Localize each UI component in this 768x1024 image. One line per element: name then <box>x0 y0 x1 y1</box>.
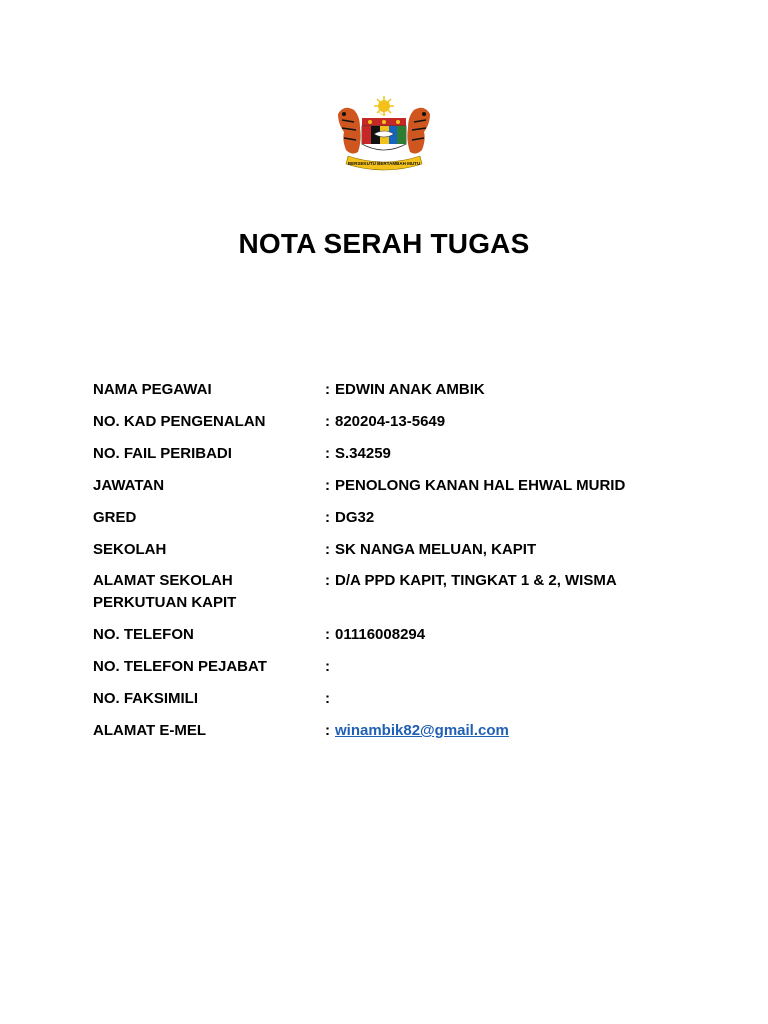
field-value: PENOLONG KANAN HAL EHWAL MURID <box>335 477 626 494</box>
field-value: D/A PPD KAPIT, TINGKAT 1 & 2, WISMA <box>335 572 617 589</box>
field-value: 820204-13-5649 <box>335 413 446 430</box>
field-label: NO. FAIL PERIBADI <box>93 445 232 462</box>
field-colon: : <box>325 413 330 430</box>
field-colon: : <box>325 381 330 398</box>
field-value: S.34259 <box>335 445 391 462</box>
field-colon: : <box>325 626 330 643</box>
email-link[interactable]: winambik82@gmail.com <box>335 722 509 739</box>
field-colon: : <box>325 690 330 707</box>
field-sekolah <box>93 539 713 561</box>
field-colon: : <box>325 477 330 494</box>
field-value: EDWIN ANAK AMBIK <box>335 381 485 398</box>
field-value: SK NANGA MELUAN, KAPIT <box>335 541 537 558</box>
field-jawatan <box>93 475 713 497</box>
field-colon: : <box>325 572 330 589</box>
coat-of-arms-icon <box>330 94 438 174</box>
field-label: NO. KAD PENGENALAN <box>93 413 266 430</box>
field-label: GRED <box>93 509 137 526</box>
field-faksimili <box>93 688 713 710</box>
field-value: 01116008294 <box>335 626 426 643</box>
field-colon: : <box>325 658 330 675</box>
field-kad-pengenalan <box>93 411 713 433</box>
field-nama-pegawai <box>93 379 713 401</box>
field-value: DG32 <box>335 509 375 526</box>
field-gred <box>93 507 713 529</box>
details-list <box>93 379 713 742</box>
page-title: NOTA SERAH TUGAS <box>238 228 530 259</box>
field-label: NAMA PEGAWAI <box>93 381 212 398</box>
field-label: NO. TELEFON PEJABAT <box>93 658 267 675</box>
field-telefon <box>93 624 713 646</box>
field-alamat-sekolah <box>93 570 713 614</box>
field-fail-peribadi <box>93 443 713 465</box>
field-colon: : <box>325 509 330 526</box>
motto-text: BERSEKUTU BERTAMBAH MUTU <box>347 161 421 166</box>
field-label: ALAMAT SEKOLAH PERKUTUAN KAPIT <box>93 572 237 611</box>
field-label: SEKOLAH <box>93 541 167 558</box>
field-colon: : <box>325 722 330 739</box>
field-emel <box>93 720 713 742</box>
field-label: NO. TELEFON <box>93 626 194 643</box>
field-label: NO. FAKSIMILI <box>93 690 198 707</box>
field-colon: : <box>325 445 330 462</box>
field-telefon-pejabat <box>93 656 713 678</box>
field-label: ALAMAT E-MEL <box>93 722 207 739</box>
field-colon: : <box>325 541 330 558</box>
field-label: JAWATAN <box>93 477 165 494</box>
